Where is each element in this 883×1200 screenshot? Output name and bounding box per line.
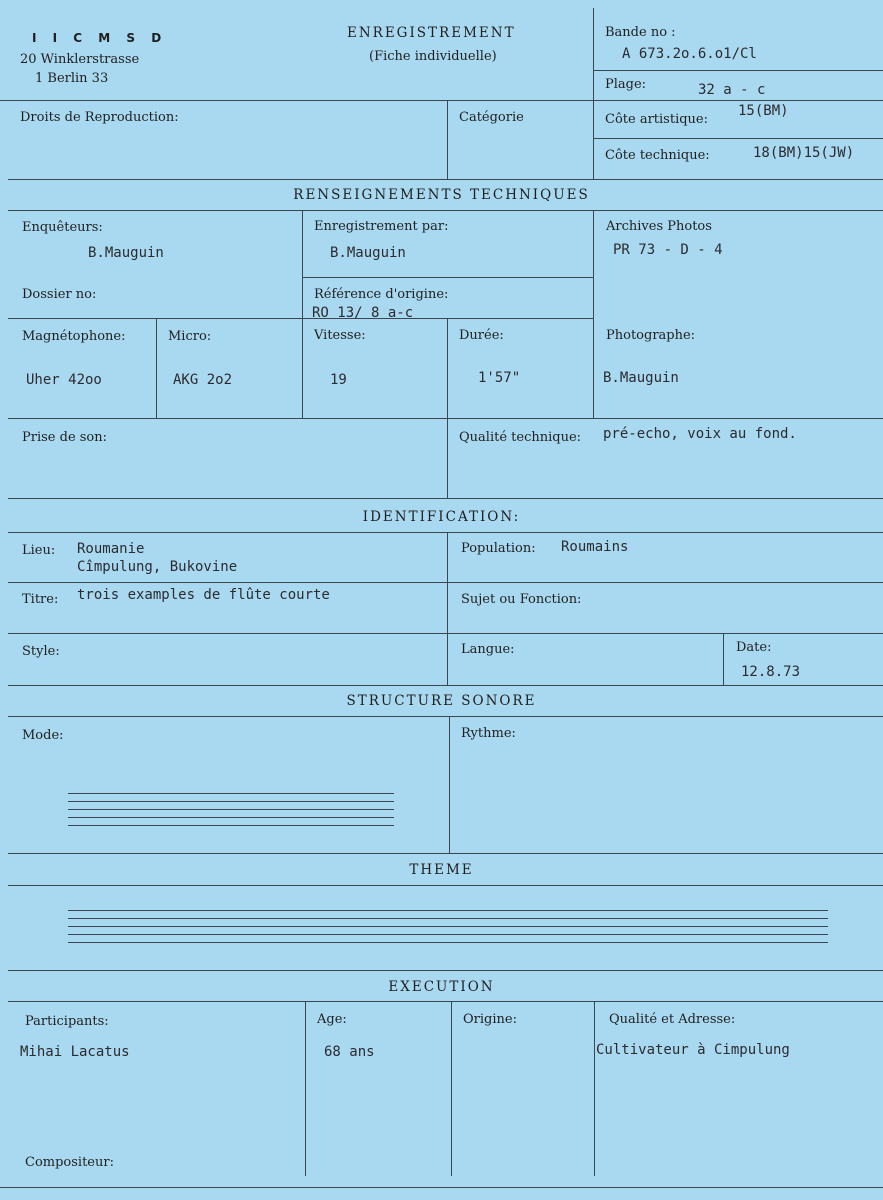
form-subtitle: (Fiche individuelle) [369,49,497,64]
duree-value: 1'57" [478,370,521,386]
compositeur-label: Compositeur: [25,1155,114,1170]
titre-label: Titre: [22,592,59,607]
rule [8,716,883,717]
micro-label: Micro: [168,329,212,344]
rule [302,210,303,418]
date-value: 12.8.73 [741,664,801,680]
staff-line [68,942,828,943]
micro-value: AKG 2o2 [173,372,233,388]
plage-label: Plage: [605,77,647,92]
staff-line [68,793,394,794]
rule [593,210,594,418]
population-value: Roumains [561,539,629,555]
lieu-value-country: Roumanie [77,541,145,557]
plage-value: 32 a - c [698,82,766,98]
age-label: Age: [317,1012,347,1027]
qualite-adresse-value: Cultivateur à Cimpulung [596,1042,790,1058]
cote-technique-value: 18(BM)15(JW) [753,145,855,161]
rule [305,1001,306,1176]
categorie-label: Catégorie [459,110,524,125]
rule [593,138,883,139]
participants-value: Mihai Lacatus [20,1044,130,1060]
rule [156,318,157,418]
participants-label: Participants: [25,1014,109,1029]
age-value: 68 ans [324,1044,375,1060]
section-identification: IDENTIFICATION: [362,509,521,525]
section-execution: EXECUTION [388,979,495,995]
staff-line [68,809,394,810]
staff-line [68,926,828,927]
org-address-city: 1 Berlin 33 [35,71,109,86]
section-theme: THEME [409,862,474,878]
cote-artistique-value: 15(BM) [738,103,789,119]
rule [8,970,883,971]
cote-technique-label: Côte technique: [605,148,710,163]
bande-label: Bande no : [605,25,676,40]
rule [302,277,593,278]
staff-line [68,934,828,935]
population-label: Population: [461,541,536,556]
rythme-label: Rythme: [461,726,516,741]
reference-origine-label: Référence d'origine: [314,287,449,302]
archives-photos-label: Archives Photos [606,219,712,234]
rule [8,885,883,886]
vitesse-value: 19 [330,372,347,388]
staff-line [68,918,828,919]
rule [8,179,883,180]
mode-label: Mode: [22,728,64,743]
qualite-adresse-label: Qualité et Adresse: [609,1012,736,1027]
staff-line [68,817,394,818]
langue-label: Langue: [461,642,515,657]
rule [447,318,448,418]
origine-label: Origine: [463,1012,517,1027]
rule [0,100,883,101]
rule [8,633,883,634]
sujet-fonction-label: Sujet ou Fonction: [461,592,582,607]
dossier-label: Dossier no: [22,287,97,302]
photographe-value: B.Mauguin [603,370,679,386]
rule [8,685,883,686]
rule [447,100,448,180]
droits-label: Droits de Reproduction: [20,110,179,125]
magnetophone-label: Magnétophone: [22,329,126,344]
org-address-street: 20 Winklerstrasse [20,52,140,67]
titre-value: trois examples de flûte courte [77,587,330,603]
rule [723,633,724,685]
prise-de-son-label: Prise de son: [22,430,108,445]
rule [8,853,883,854]
rule [8,318,593,319]
duree-label: Durée: [459,328,504,343]
rule [0,1187,883,1188]
staff-line [68,801,394,802]
qualite-technique-value: pré-echo, voix au fond. [603,426,797,442]
qualite-technique-label: Qualité technique: [459,430,582,445]
style-label: Style: [22,644,60,659]
bande-value: A 673.2o.6.o1/Cl [622,46,757,62]
rule [8,582,883,583]
lieu-value-place: Cîmpulung, Bukovine [77,559,238,575]
rule [447,532,448,686]
vitesse-label: Vitesse: [314,328,366,343]
rule [593,70,883,71]
rule [8,210,883,211]
enqueteurs-value: B.Mauguin [88,245,164,261]
rule [8,532,883,533]
rule [449,716,450,853]
cote-artistique-label: Côte artistique: [605,112,708,127]
photographe-label: Photographe: [606,328,696,343]
org-logo: I I C M S D [32,31,168,45]
rule [8,1001,883,1002]
rule [8,498,883,499]
enregistrement-par-value: B.Mauguin [330,245,406,261]
section-renseignements-techniques: RENSEIGNEMENTS TECHNIQUES [293,187,590,203]
date-label: Date: [736,640,772,655]
reference-origine-value: RO 13/ 8 a-c [312,305,414,321]
section-structure-sonore: STRUCTURE SONORE [346,693,537,709]
form-title: ENREGISTREMENT [347,25,516,41]
archives-photos-value: PR 73 - D - 4 [613,242,723,258]
magnetophone-value: Uher 42oo [26,372,102,388]
rule [451,1001,452,1176]
staff-line [68,910,828,911]
rule [447,418,448,498]
rule [593,8,594,180]
lieu-label: Lieu: [22,543,56,558]
staff-line [68,825,394,826]
rule [594,1001,595,1176]
enregistrement-par-label: Enregistrement par: [314,219,449,234]
rule [8,418,883,419]
enqueteurs-label: Enquêteurs: [22,220,103,235]
